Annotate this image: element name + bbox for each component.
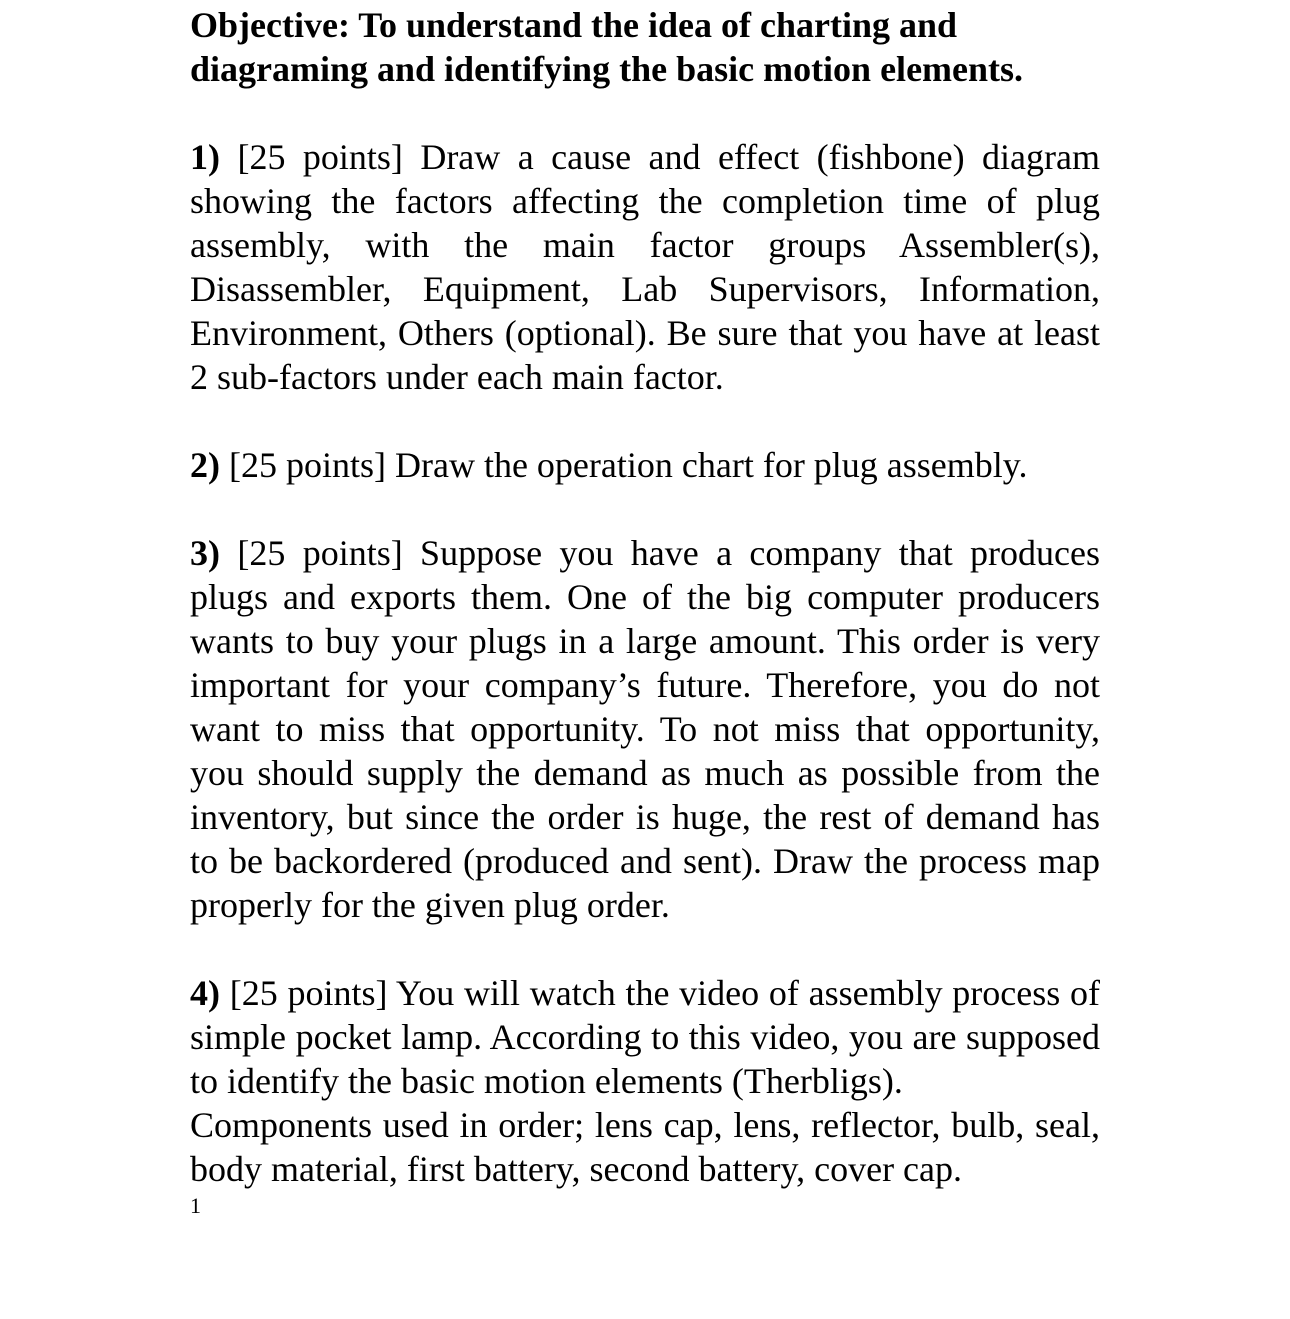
question-2 bbox=[190, 443, 1100, 487]
question-4 bbox=[190, 971, 1100, 1103]
question-number: 3) bbox=[190, 533, 220, 573]
question-text: [25 points] You will watch the video of assembly process of simple pocket lamp. According to this video, you are supposed to identify the basic motion elements (Therbligs). bbox=[190, 973, 1101, 1101]
question-number: 1) bbox=[190, 137, 220, 177]
page-number: 1 bbox=[190, 1193, 201, 1218]
question-text: [25 points] Draw a cause and effect (fishbone) diagram showing the factors affecting the completion time of plug assembly, with the main factor groups Assembler(s), Disassembler, Equipment, Lab Supervisors, Information, Environment, Others (optional). Be sure that you have at least 2 sub-factors under each main factor. bbox=[190, 137, 1101, 397]
question-number: 2) bbox=[190, 445, 220, 485]
components-note: Components used in order; lens cap, lens, reflector, bulb, seal, body material, first battery, second battery, cover cap. bbox=[190, 1105, 1100, 1189]
question-text: [25 points] Draw the operation chart for plug assembly. bbox=[229, 445, 1028, 485]
document-page bbox=[190, 0, 1100, 1219]
question-1 bbox=[190, 135, 1100, 399]
question-3 bbox=[190, 531, 1100, 927]
question-text: [25 points] Suppose you have a company that produces plugs and exports them. One of the big computer producers wants to buy your plugs in a large amount. This order is very important for your company’s future. Therefore, you do not want to miss that opportunity. To not miss that opportunity, you should supply the demand as much as possible from the inventory, but since the order is huge, the rest of demand has to be backordered (produced and sent). Draw the process map properly for the given plug order. bbox=[190, 533, 1100, 925]
objective-heading: Objective: To understand the idea of charting and diagraming and identifying the basic motion elements. bbox=[190, 5, 1024, 89]
question-number: 4) bbox=[190, 973, 220, 1013]
